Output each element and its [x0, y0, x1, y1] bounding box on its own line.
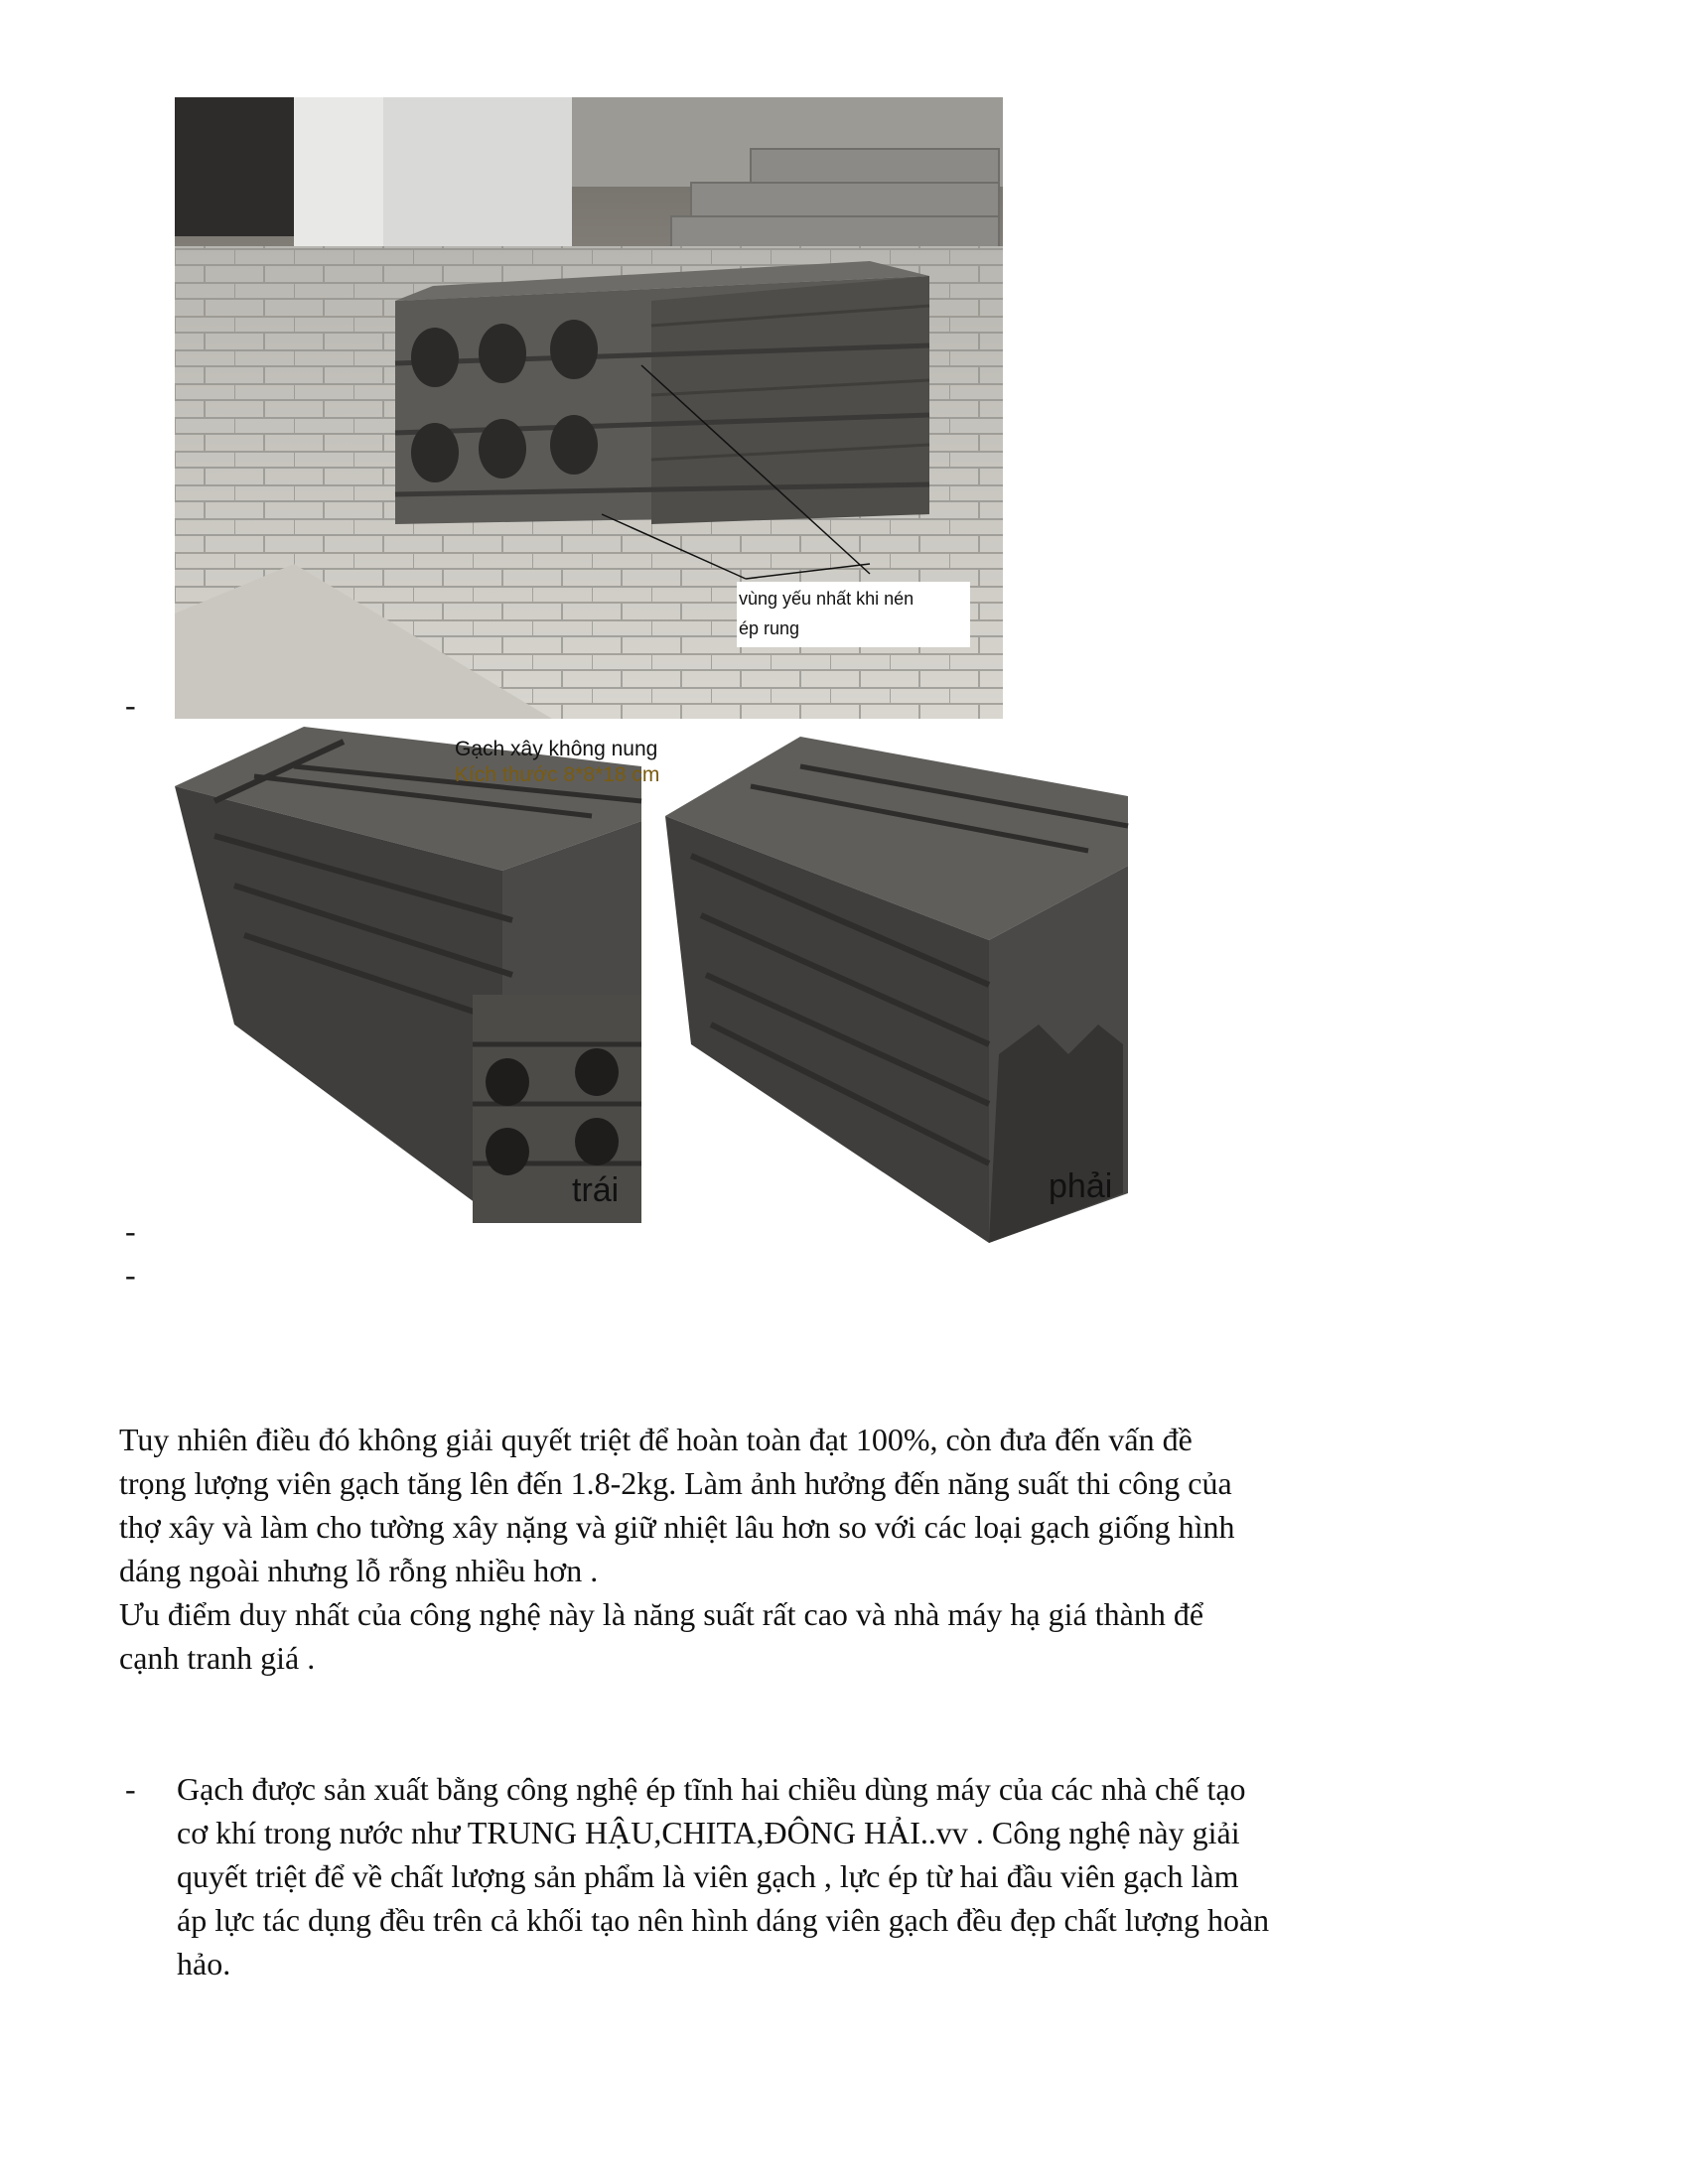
body-paragraph-1 — [119, 1418, 1529, 1592]
text-line: hảo. — [177, 1946, 231, 1981]
list-bullet: - — [125, 1771, 136, 1807]
text-line: trọng lượng viên gạch tăng lên đến 1.8-2kg. Làm ảnh hưởng đến năng suất thi công của — [119, 1465, 1232, 1501]
annotation-line-2: ép rung — [739, 618, 800, 638]
caption-title: Gạch xây không nung — [455, 738, 658, 760]
text-line: dáng ngoài nhưng lỗ rỗng nhiều hơn . — [119, 1553, 599, 1588]
label-right-brick: phải — [1049, 1167, 1113, 1205]
annotation-line-1: vùng yếu nhất khi nén — [739, 589, 914, 609]
label-left-brick: trái — [572, 1171, 620, 1209]
dash-marker: - — [125, 1213, 136, 1249]
text-line: Gạch được sản xuất bằng công nghệ ép tĩnh hai chiều dùng máy của các nhà chế tạo — [177, 1771, 1246, 1807]
two-bricks-photo — [175, 727, 1197, 1251]
text-line: Ưu điểm duy nhất của công nghệ này là năng suất rất cao và nhà máy hạ giá thành để — [119, 1596, 1204, 1632]
text-line: áp lực tác dụng đều trên cả khối tạo nên hình dáng viên gạch đều đẹp chất lượng hoàn — [177, 1902, 1270, 1938]
text-line: quyết triệt để về chất lượng sản phẩm là viên gạch , lực ép từ hai đầu viên gạch làm — [177, 1858, 1239, 1894]
dash-marker: - — [125, 687, 136, 723]
body-paragraph-2 — [119, 1592, 1529, 1680]
text-line: cạnh tranh giá . — [119, 1640, 316, 1676]
caption-size: Kích thước 8*8*18 cm — [455, 763, 660, 786]
dash-marker: - — [125, 1257, 136, 1293]
text-line: Tuy nhiên điều đó không giải quyết triệt để hoàn toàn đạt 100%, còn đưa đến vấn đề — [119, 1422, 1193, 1457]
text-line: cơ khí trong nước như TRUNG HẬU,CHITA,ĐÔNG HẢI..vv . Công nghệ này giải — [177, 1815, 1240, 1850]
brick-weak-zone-annotation — [739, 584, 967, 643]
brick-caption — [455, 737, 659, 788]
text-line: thợ xây và làm cho tường xây nặng và giữ nhiệt lâu hơn so với các loại gạch giống hình — [119, 1509, 1235, 1545]
